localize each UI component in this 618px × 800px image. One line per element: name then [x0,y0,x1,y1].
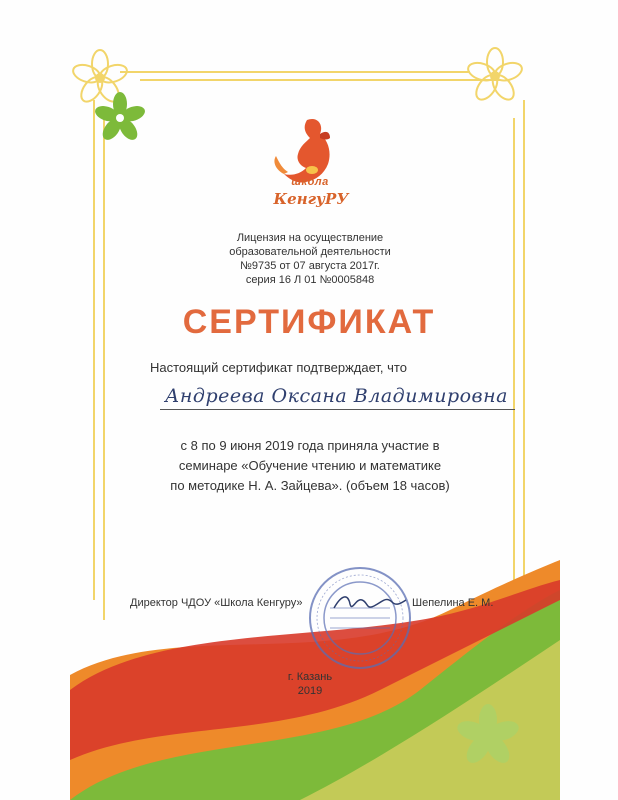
license-line: Лицензия на осуществление [236,232,384,244]
name-underline [160,409,515,410]
body-line: по методике Н. А. Зайцева». (объем 18 часов) [170,478,450,493]
certificate-title: СЕРТИФИКАТ [182,303,436,341]
body-line: семинаре «Обучение чтению и математике [178,458,442,473]
year-label: 2019 [297,685,323,697]
license-line: №9735 от 07 августа 2017г. [240,260,380,272]
license-line: серия 16 Л 01 №0005848 [245,274,375,286]
license-block [190,231,430,287]
certificate-body [120,436,500,496]
green-flower-icon [93,92,147,143]
signature [330,588,410,618]
recipient-name: Андреева Оксана Владимировна [165,385,508,407]
license-line: образовательной деятельности [229,246,391,258]
logo-name-label: КенгуРУ [273,190,349,208]
body-line: с 8 по 9 июня 2019 года приняла участие в [180,438,440,453]
logo-school-label: школа [291,176,329,188]
confirm-text: Настоящий сертификат подтверждает, что [150,360,407,375]
city-year-block [270,670,350,698]
director-title: Директор ЧДОУ «Школа Кенгуру» [130,597,303,609]
director-name: Шепелина Е. М. [412,597,494,609]
city-label: г. Казань [287,671,333,683]
yellow-flower-icon [466,48,524,103]
official-stamp [305,563,415,673]
